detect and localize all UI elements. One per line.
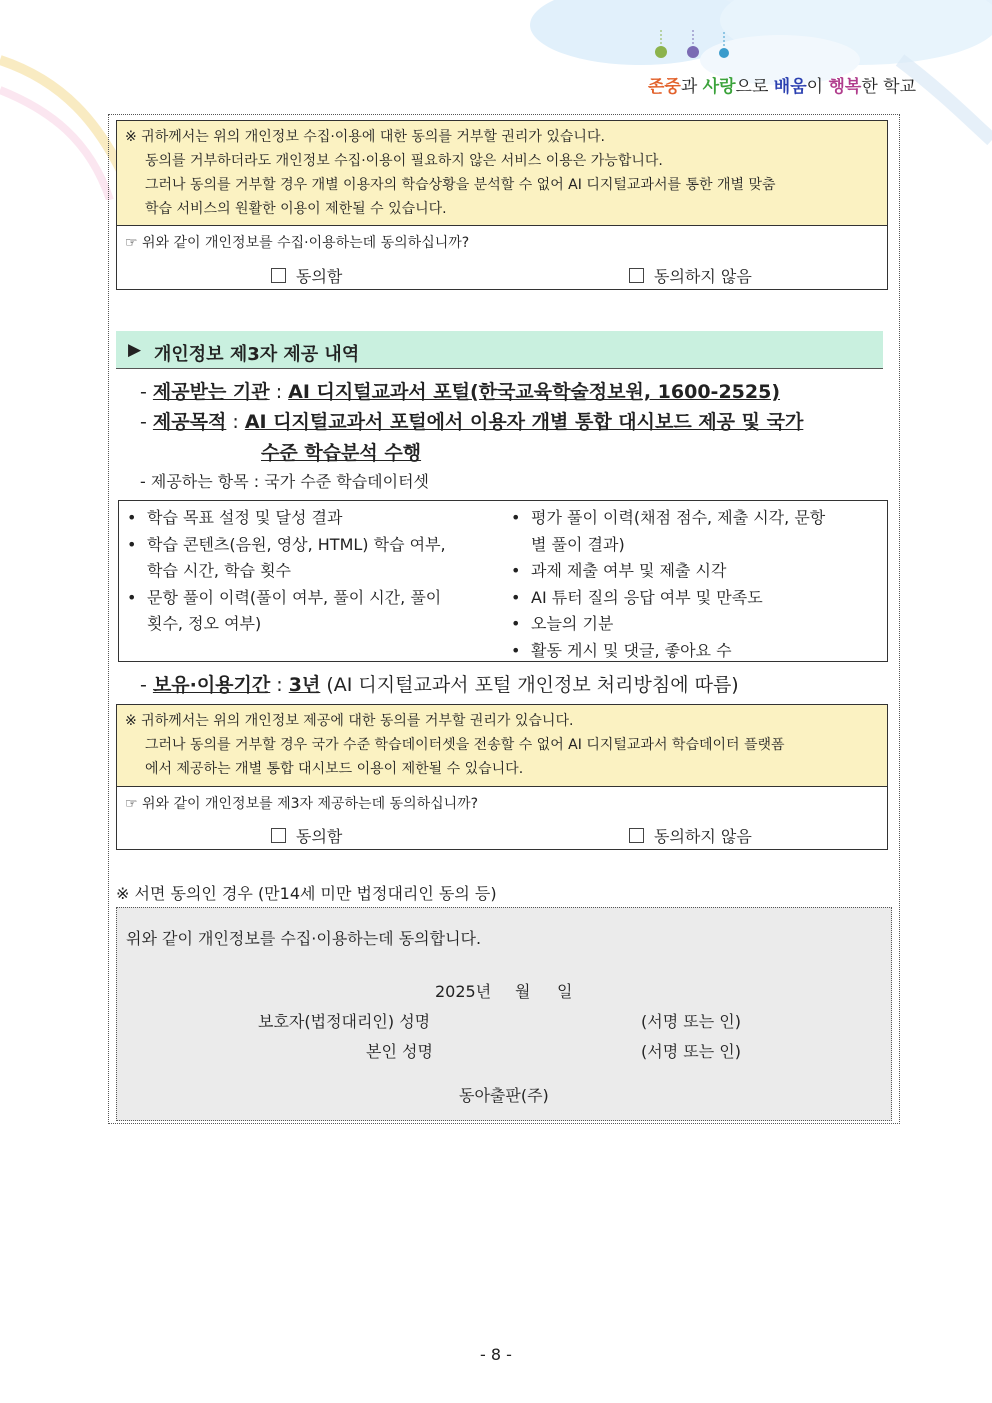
- page-number: - 8 -: [480, 1345, 512, 1364]
- notice-line: 에서 제공하는 개별 통합 대시보드 이용이 제한될 수 있습니다.: [145, 761, 524, 777]
- purpose-row-continued: [261, 438, 421, 465]
- recipient-row: - 제공받는 기관 : AI 디지털교과서 포털(한국교육학술정보원, 1600-2525): [140, 381, 781, 403]
- checkbox-icon[interactable]: [629, 268, 644, 283]
- company-name: 동아출판(주): [459, 1086, 549, 1105]
- list-item: • 평가 풀이 이력(채점 점수, 제출 시각, 문항: [511, 508, 826, 527]
- consent-question-collection: [116, 226, 888, 290]
- motto-word-love: 사랑: [702, 77, 736, 97]
- date-year: 2025년: [435, 982, 492, 1001]
- notice-line: 그러나 동의를 거부할 경우 국가 수준 학습데이터셋을 전송할 수 없어 AI 디지털교과서 학습데이터 플랫폼: [145, 737, 785, 753]
- written-consent-note: ※ 서면 동의인 경우 (만14세 미만 법정대리인 동의 등): [116, 884, 497, 903]
- purpose-value-cont: 수준 학습분석 수행: [261, 442, 422, 464]
- list-item: • 학습 콘텐츠(음원, 영상, HTML) 학습 여부,: [127, 534, 446, 554]
- triangle-marker-icon: ▶: [128, 340, 142, 360]
- list-item: • 과제 제출 여부 및 제출 시각: [511, 561, 727, 580]
- list-item-cont: 횟수, 정오 여부): [147, 614, 262, 633]
- checkbox-icon[interactable]: [271, 828, 286, 843]
- motto-word-respect: 존중: [647, 77, 681, 97]
- section-title: 개인정보 제3자 제공 내역: [154, 344, 360, 365]
- purpose-label: 제공목적: [152, 411, 227, 433]
- list-item: • 학습 목표 설정 및 달성 결과: [127, 508, 343, 527]
- items-right-column: [505, 505, 885, 664]
- question-text: ☞ 위와 같이 개인정보를 제3자 제공하는데 동의하십니까?: [125, 796, 479, 812]
- question-text: ☞ 위와 같이 개인정보를 수집·이용하는데 동의하십니까?: [125, 235, 470, 251]
- guardian-sign-field[interactable]: (서명 또는 인): [641, 1012, 741, 1031]
- items-label: - 제공하는 항목 : 국가 수준 학습데이터셋: [140, 472, 429, 491]
- list-item: • AI 튜터 질의 응답 여부 및 만족도: [511, 587, 763, 607]
- guardian-name-label: 보호자(법정대리인) 성명: [258, 1012, 431, 1031]
- date-month: 월: [515, 982, 531, 1001]
- notice-line: 학습 서비스의 원활한 이용이 제한될 수 있습니다.: [145, 201, 447, 217]
- list-item: • 오늘의 기분: [511, 614, 614, 633]
- notice-line: ※ 귀하께서는 위의 개인정보 제공에 대한 동의를 거부할 권리가 있습니다.: [125, 713, 574, 729]
- recipient-value: AI 디지털교과서 포털(한국교육학술정보원, 1600-2525): [288, 381, 781, 403]
- disagree-checkbox[interactable]: 동의하지 않음: [629, 264, 752, 287]
- motto-word-happiness: 행복: [828, 77, 862, 97]
- purpose-value: AI 디지털교과서 포털에서 이용자 개별 통합 대시보드 제공 및 국가: [244, 411, 804, 433]
- notice-line: 동의를 거부하더라도 개인정보 수집·이용이 필요하지 않은 서비스 이용은 가능합니다.: [145, 153, 663, 169]
- self-sign-field[interactable]: (서명 또는 인): [641, 1042, 741, 1061]
- consent-question-provision: [116, 787, 888, 850]
- agree-checkbox[interactable]: 동의함: [271, 824, 342, 847]
- items-left-column: [121, 505, 501, 638]
- checkbox-icon[interactable]: [271, 268, 286, 283]
- purpose-row: - 제공목적 : AI 디지털교과서 포털에서 이용자 개별 통합 대시보드 제공 및 국가: [140, 411, 804, 433]
- list-item-cont: 별 풀이 결과): [531, 534, 625, 554]
- checkbox-icon[interactable]: [629, 828, 644, 843]
- recipient-label: 제공받는 기관: [152, 381, 270, 403]
- notice-line: ※ 귀하께서는 위의 개인정보 수집·이용에 대한 동의를 거부할 권리가 있습니다.: [125, 129, 605, 145]
- refusal-notice-collection: [116, 120, 888, 226]
- list-item-cont: 학습 시간, 학습 횟수: [147, 561, 291, 580]
- consent-statement: 위와 같이 개인정보를 수집·이용하는데 동의합니다.: [126, 929, 482, 948]
- refusal-notice-provision: [116, 704, 888, 787]
- school-motto: 존중과 사랑으로 배움이 행복한 학교: [647, 77, 916, 97]
- date-day: 일: [557, 982, 573, 1001]
- retention-note: (AI 디지털교과서 포털 개인정보 처리방침에 따름): [326, 674, 739, 696]
- motto-word-learning: 배움: [773, 77, 807, 97]
- self-name-label: 본인 성명: [366, 1042, 433, 1061]
- agree-checkbox[interactable]: 동의함: [271, 264, 342, 287]
- retention-label: 보유·이용기간: [152, 674, 271, 696]
- signature-box: [116, 907, 892, 1121]
- section-header: [116, 331, 883, 369]
- list-item: • 문항 풀이 이력(풀이 여부, 풀이 시간, 풀이: [127, 587, 442, 607]
- retention-value: 3년: [288, 674, 321, 696]
- retention-row: - 보유·이용기간 : 3년 (AI 디지털교과서 포털 개인정보 처리방침에 따름): [140, 674, 739, 696]
- notice-line: 그러나 동의를 거부할 경우 개별 이용자의 학습상황을 분석할 수 없어 AI 디지털교과서를 통한 개별 맞춤: [145, 177, 776, 193]
- provided-items-box: [118, 500, 888, 662]
- disagree-checkbox[interactable]: 동의하지 않음: [629, 824, 752, 847]
- list-item: • 활동 게시 및 댓글, 좋아요 수: [511, 640, 732, 660]
